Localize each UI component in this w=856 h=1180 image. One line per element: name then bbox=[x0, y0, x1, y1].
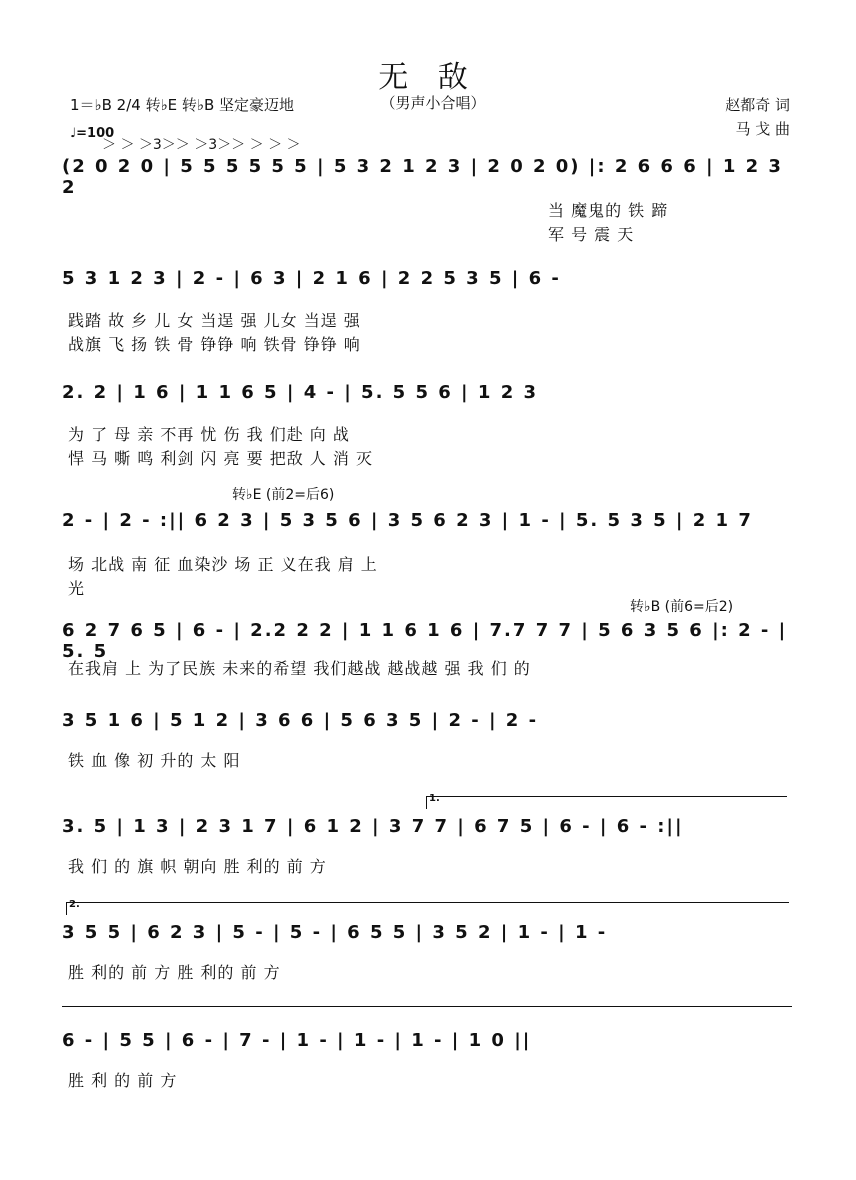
key-signature: 1＝♭B 2/4 转♭E 转♭B 坚定豪迈地 bbox=[70, 96, 295, 114]
lyric-verse-1: 当 魔鬼的 铁 蹄 bbox=[548, 201, 669, 220]
score-row-9 bbox=[62, 1030, 792, 1180]
lyric-verse-1: 为 了 母 亲 不再 忧 伤 我 们赴 向 战 bbox=[68, 425, 350, 444]
lyric-verse-2: 战旗 飞 扬 铁 骨 铮铮 响 铁骨 铮铮 响 bbox=[68, 335, 361, 354]
lyric-verse-1: 在我肩 上 为了民族 未来的希望 我们越战 越战越 强 我 们 的 bbox=[68, 659, 531, 678]
notes-line: (2 0 2 0 | 5 5 5 5 5 5 | 5 3 2 1 2 3 | 2 0 2 0) |: 2 6 6 6 | 1 2 3 2 bbox=[62, 156, 783, 198]
key-change-marking: 转♭E (前2=后6) bbox=[232, 487, 335, 503]
lyric-verse-2: 光 bbox=[68, 579, 86, 598]
key-change-marking: 转♭B (前6=后2) bbox=[630, 599, 734, 615]
lyric-verse-1: 胜 利的 前 方 胜 利的 前 方 bbox=[68, 963, 281, 982]
notes-line: 3. 5 | 1 3 | 2 3 1 7 | 6 1 2 | 3 7 7 | 6 7 5 | 6 - | 6 - :|| bbox=[62, 816, 684, 837]
tempo-marking: ♩=100 bbox=[70, 126, 115, 141]
lyric-verse-1: 铁 血 像 初 升的 太 阳 bbox=[68, 751, 241, 770]
lyric-verse-1: 场 北战 南 征 血染沙 场 正 义在我 肩 上 bbox=[68, 555, 378, 574]
lyric-verse-2: 悍 马 嘶 鸣 利剑 闪 亮 要 把敌 人 消 灭 bbox=[68, 449, 373, 468]
song-subtitle: （男声小合唱） bbox=[380, 94, 486, 112]
lyric-verse-1: 胜 利 的 前 方 bbox=[68, 1071, 178, 1090]
notes-line: 6 - | 5 5 | 6 - | 7 - | 1 - | 1 - | 1 - | 1 0 || bbox=[62, 1030, 532, 1051]
lyric-verse-1: 践踏 故 乡 儿 女 当逞 强 儿女 当逞 强 bbox=[68, 311, 361, 330]
notes-line: 3 5 5 | 6 2 3 | 5 - | 5 - | 6 5 5 | 3 5 2 | 1 - | 1 - bbox=[62, 922, 608, 943]
notes-line: 2 - | 2 - :|| 6 2 3 | 5 3 5 6 | 3 5 6 2 3 | 1 - | 5. 5 3 5 | 2 1 7 bbox=[62, 510, 753, 531]
second-ending-bracket: 2. bbox=[66, 902, 789, 915]
lyric-verse-2: 军 号 震 天 bbox=[548, 225, 635, 244]
notes-line: 5 3 1 2 3 | 2 - | 6 3 | 2 1 6 | 2 2 5 3 5 | 6 - bbox=[62, 268, 561, 289]
song-title: 无 敌 bbox=[378, 60, 478, 95]
composer-credit: 马 戈 曲 bbox=[735, 120, 790, 138]
first-ending-bracket: 1. bbox=[426, 796, 787, 809]
separator-line bbox=[62, 1006, 792, 1007]
notes-line: 3 5 1 6 | 5 1 2 | 3 6 6 | 5 6 3 5 | 2 - | 2 - bbox=[62, 710, 539, 731]
lyric-verse-1: 我 们 的 旗 帜 朝向 胜 利的 前 方 bbox=[68, 857, 327, 876]
lyricist-credit: 赵都奇 词 bbox=[725, 96, 790, 114]
notes-line: 2. 2 | 1 6 | 1 1 6 5 | 4 - | 5. 5 5 6 | 1 2 3 bbox=[62, 382, 539, 403]
accent-marks: ＞ ＞ ＞3＞＞ ＞3＞＞ ＞ ＞ ＞ bbox=[102, 137, 301, 153]
notes-line: 6 2 7 6 5 | 6 - | 2.2 2 2 | 1 1 6 1 6 | 7.7 7 7 | 5 6 3 5 6 |: 2 - | 5. 5 bbox=[62, 620, 788, 662]
